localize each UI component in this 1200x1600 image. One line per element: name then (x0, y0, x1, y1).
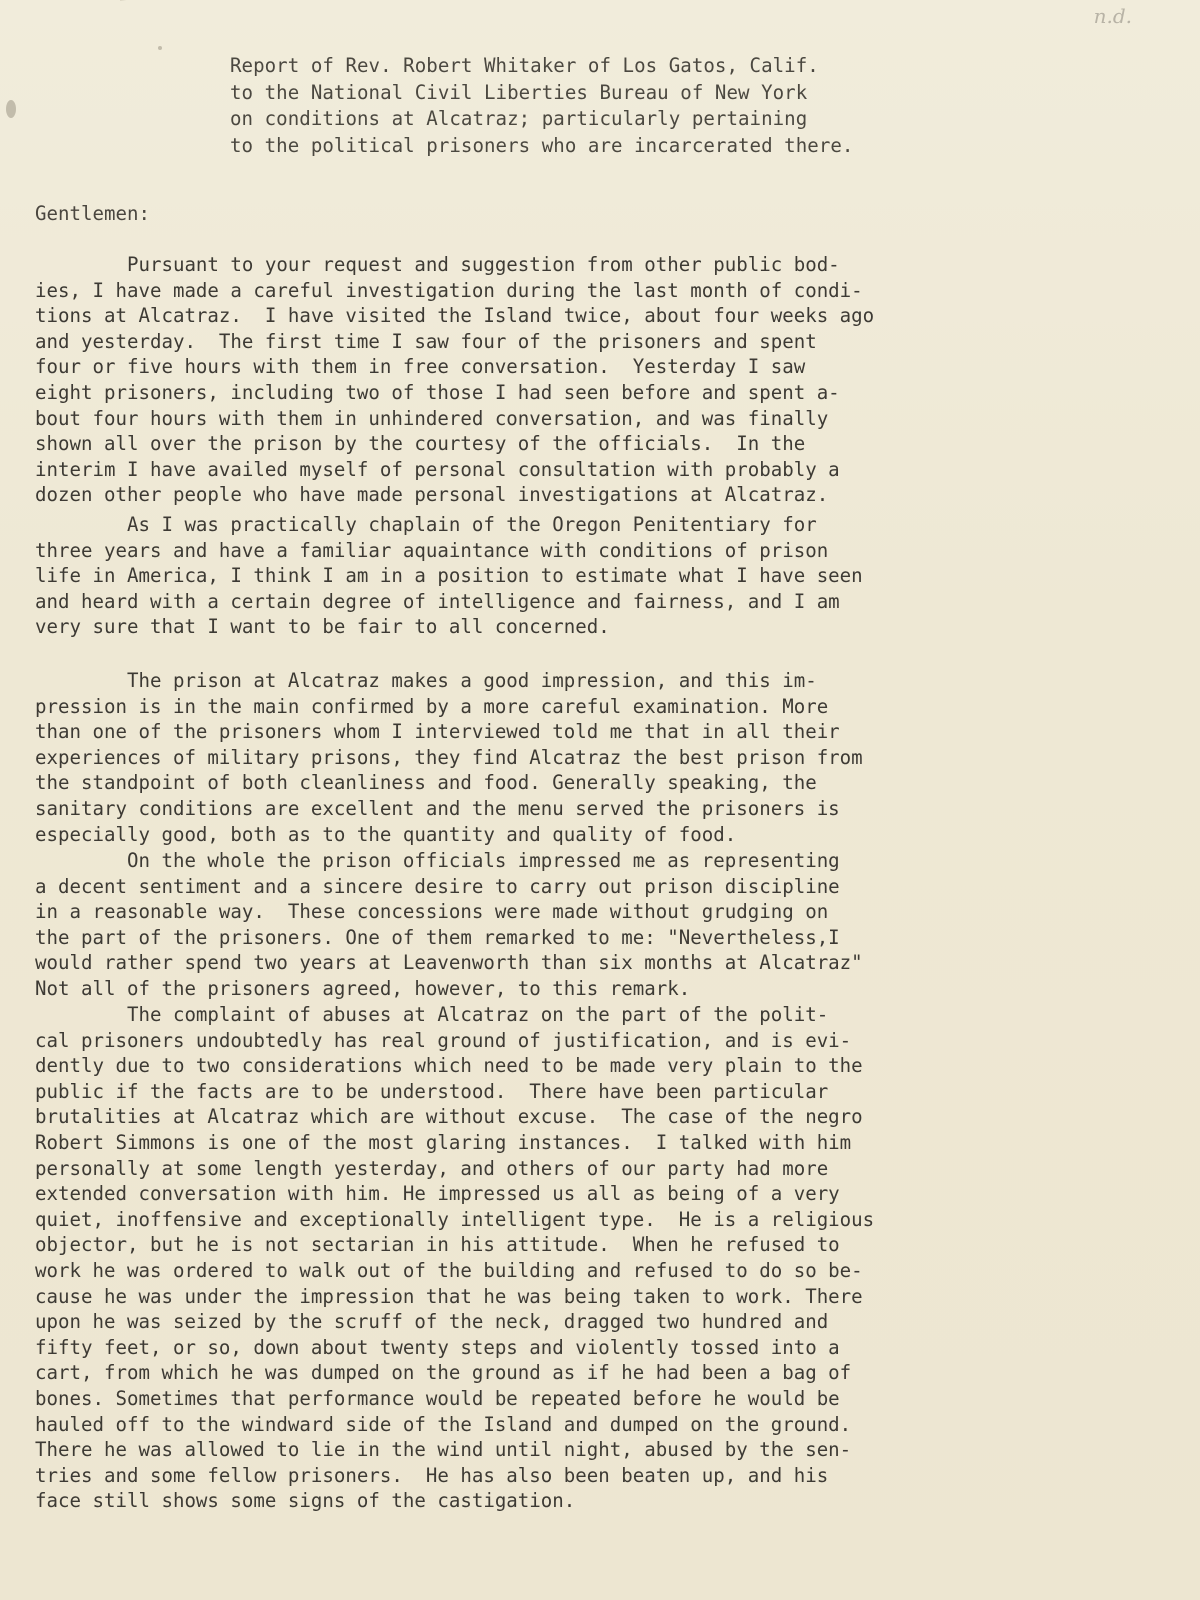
paragraph-prison-impression: The prison at Alcatraz makes a good impression, and this im- pression is in the main confirmed by a more careful examination. More than one of the prisoners whom I interviewed told me that in all their experiences of military prisons, they find Alcatraz the best prison from the standpoint of both cleanliness and food. Generally speaking, the sanitary conditions are excellent and the menu served the prisoners is especially good, both as to the quantity and quality of food. (35, 669, 863, 846)
paragraph-investigation: Pursuant to your request and suggestion from other public bod- ies, I have made a careful investigation during the last month of condi- tions at Alcatraz. I have visited the Island twice, about four weeks ago and yesterday. The first time I saw four of the prisoners and spent four or five hours with them in free conversation. Yesterday I saw eight prisoners, including two of those I had seen before and spent a- bout four hours with them in unhindered conversation, and was finally shown all over the prison by the courtesy of the officials. In the interim I have availed myself of personal consultation with probably a dozen other people who have made personal investigations at Alcatraz. (35, 253, 875, 507)
paper-crease (120, 0, 345, 48)
paragraph-abuses: The complaint of abuses at Alcatraz on the part of the polit- cal prisoners undoubtedly has real ground of justification, and is evi- dently due to two considerations which need to be made very plain to the public if the facts are to be understood. There have been particular brutalities at Alcatraz which are without excuse. The case of the negro Robert Simmons is one of the most glaring instances. I talked with him personally at some length yesterday, and others of our party had more extended conversation with him. He impressed us all as being of a very quiet, inoffensive and exceptionally intelligent type. He is a religious objector, but he is not sectarian in his attitude. When he refused to work he was ordered to walk out of the building and refused to do so be- cause he was under the impression that he was being taken to work. There upon he was seized by the scruff of the neck, dragged two hundred and fifty feet, or so, down about twenty steps and violently tossed into a cart, from which he was dumped on the ground as if he had been a bag of bones. Sometimes that performance would be repeated before he would be hauled off to the windward side of the Island and dumped on the ground. There he was allowed to lie in the wind until night, abused by the sen- tries and some fellow prisoners. He has also been beaten up, and his face still shows some signs of the castigation. (35, 1003, 875, 1513)
report-heading: Report of Rev. Robert Whitaker of Los Gatos, Calif. to the National Civil Liberties Bureau of New York on conditions at Alcatraz; particularly pertaining to the political prisoners who are incarcerated there. (230, 54, 854, 157)
paper-blemish (158, 46, 162, 50)
paragraph-chaplain: As I was practically chaplain of the Oregon Penitentiary for three years and have a familiar aquaintance with conditions of prison life in America, I think I am in a position to estimate what I have seen and heard with a certain degree of intelligence and fairness, and I am very sure that I want to be fair to all concerned. (35, 513, 863, 639)
salutation: Gentlemen: (35, 202, 150, 225)
paragraph-officials: On the whole the prison officials impressed me as representing a decent sentiment and a sincere desire to carry out prison discipline in a reasonable way. These concessions were made without grudging on the part of the prisoners. One of them remarked to me: "Nevertheless,I would rather spend two years at Leavenworth than six months at Alcatraz" Not all of the prisoners agreed, however, to this remark. (35, 849, 863, 1000)
corner-annotation: n.d. (1093, 4, 1132, 28)
paper-blemish (6, 100, 16, 118)
